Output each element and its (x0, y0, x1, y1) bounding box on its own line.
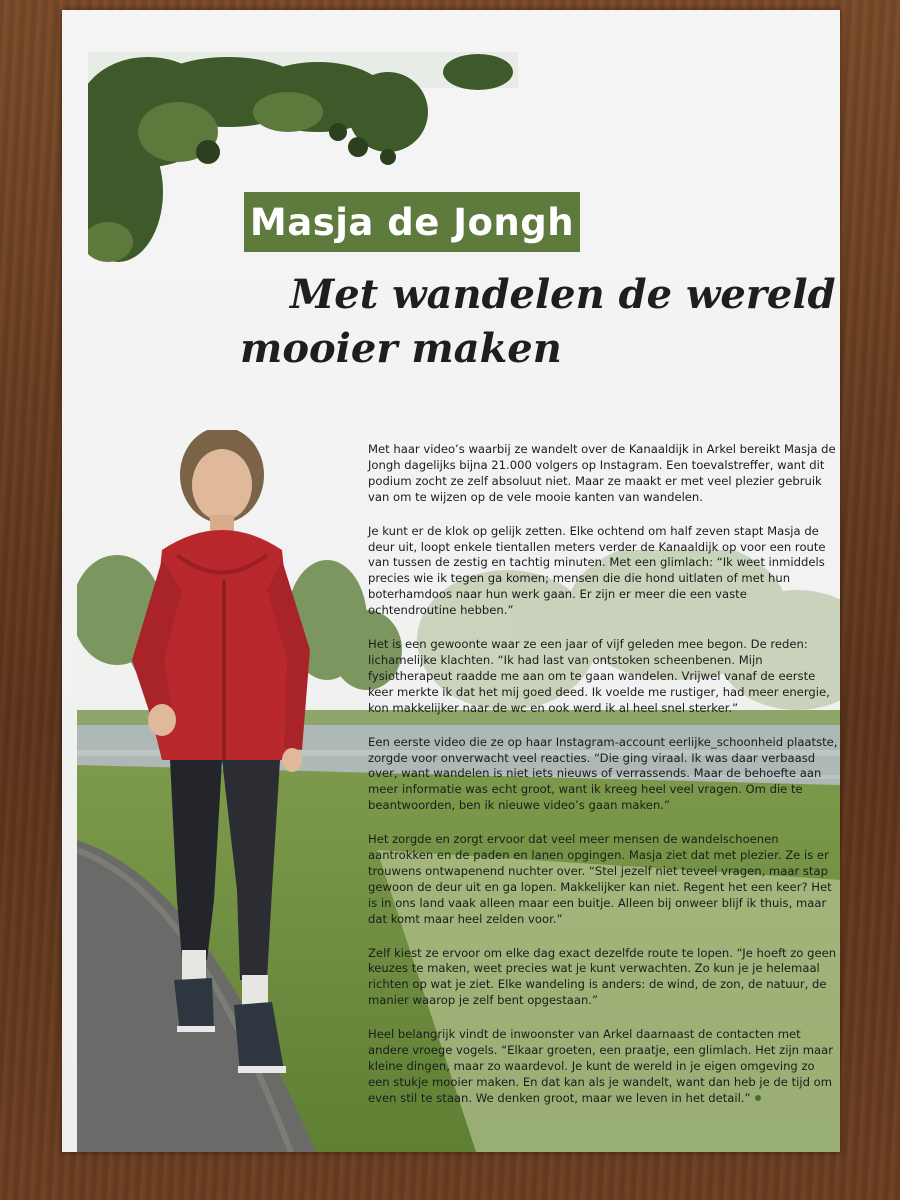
green-bullet-icon (755, 1095, 761, 1101)
article-paragraph-4: Een eerste video die ze op haar Instagram-account eerlijke_schoonheid plaatste, zorgde voor onverwacht veel reacties. “Die ging viraal. Ik was daar verbaasd over, want wandelen is niet iets nieuws of verrassends. Maar de behoefte aan meer informatie was echt groot, want ik kreeg heel veel vragen. Om die te beantwoorden, ben ik nieuwe video’s gaan maken.” (368, 734, 838, 813)
article-paragraph-3: Het is een gewoonte waar ze een jaar of vijf geleden mee begon. De reden: lichamelijke klachten. “Ik had last van ontstoken scheenbenen. Mijn fysiotherapeut raadde me aan om te gaan wandelen. Vrijwel vanaf de eerste keer merkte ik dat het mij goed deed. Ik voelde me rustiger, had meer energie, kon makkelijker naar de wc en ook werd ik al heel snel sterker.” (368, 637, 830, 715)
name-title: Masja de Jongh (249, 200, 575, 244)
article-paragraph-2: Je kunt er de klok op gelijk zetten. Elke ochtend om half zeven stapt Masja de deur uit, loopt enkele tientallen meters verder de Kanaaldijk op voor een route van tussen de zestig en tachtig minuten. Met een glimlach: “Ik weet inmiddels precies wie ik tegen ga komen; mensen die die hond uitlaten of met hun boterhamdoos naar hun werk gaan. Er zijn er meer die een vaste ochtendroutine hebben.” (368, 523, 826, 618)
magazine-page (62, 10, 840, 1152)
article-paragraph-7-text: Heel belangrijk vindt de inwoonster van Arkel daarnaast de contacten met andere vroege vogels. “Elkaar groeten, een praatje, een glimlach. Het zijn maar kleine dingen, maar zo waardevol. Je kunt de wereld in je eigen omgeving zo een stukje mooier maken. En dat kan als je wandelt, want dan heb je de tijd om even stil te staan. We denken groot, maar we leven in het detail.” (368, 1027, 833, 1105)
article-paragraph-7 (368, 1027, 838, 1107)
subtitle-line-2: mooier maken (240, 325, 562, 372)
woman-walking-photo (122, 430, 322, 1080)
name-title-box (244, 192, 580, 252)
bleed-through-texture (482, 80, 840, 170)
article-paragraph-1: Met haar video’s waarbij ze wandelt over de Kanaaldijk in Arkel bereikt Masja de Jongh dagelijks bijna 21.000 volgers op Instagram. Een toevalstreffer, want dit podium zocht ze zelf absoluut niet. Maar ze maakt er met veel plezier gebruik van om te wijzen op de vele mooie kanten van wandelen. (368, 442, 836, 504)
article-paragraph-5: Het zorgde en zorgt ervoor dat veel meer mensen de wandelschoenen aantrokken en de paden en lanen opgingen. Masja ziet dat met plezier. Ze is er trouwens ontwapenend nuchter over. “Stel jezelf niet teveel vragen, maar stap gewoon de deur uit en ga lopen. Makkelijker kan niet. Regent het een keer? Het is in ons land vaak alleen maar een buitje. Alleen bij onweer blijf ik thuis, maar dat komt maar heel zelden voor.” (368, 832, 832, 926)
article-paragraph-6: Zelf kiest ze ervoor om elke dag exact dezelfde route te lopen. “Je hoeft zo geen keuzes te maken, weet precies wat je kunt verwachten. Zo kun je je helemaal richten op wat je ziet. Elke wandeling is anders: de wind, de zon, de natuur, de manier waarop je zelf bent opgestaan.” (368, 945, 837, 1008)
article-body (368, 442, 838, 1125)
article-subtitle (240, 268, 836, 376)
subtitle-line-1: Met wandelen de wereld (290, 271, 836, 318)
